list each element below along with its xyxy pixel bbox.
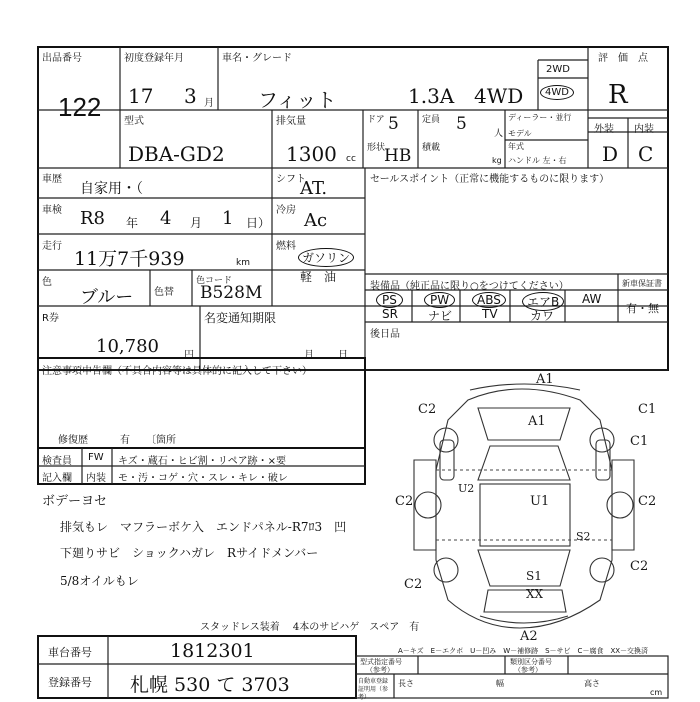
first-reg-label: 初度登録年月 [124, 53, 184, 64]
first-reg-month: 3 [184, 84, 197, 108]
svg-text:XX: XX [526, 587, 544, 601]
handwritten-note-2: 排気もレ マフラーボケ入 エンドパネル-R7ﾛ3 凹 [60, 520, 347, 534]
recycle-label: R券 [42, 313, 59, 324]
drive-4wd: 4WD [540, 85, 574, 100]
day-unit: 日） [246, 216, 271, 230]
category-label: 類別区分番号 [510, 658, 552, 666]
inspection-month: 4 [160, 208, 172, 229]
handwritten-note-4: 5/8オイルもレ [60, 574, 139, 588]
model: DBA-GD2 [128, 142, 225, 166]
lot-label: 出品番号 [42, 53, 82, 64]
dealer-label: ディーラー・並行 [508, 113, 572, 122]
cm-unit: cm [650, 688, 663, 697]
month-unit: 月 [204, 98, 214, 109]
cc-unit: cc [346, 154, 356, 164]
model-label: 型式 [124, 116, 144, 127]
ref-1: （参考） [366, 666, 394, 674]
interior-label: 内装 [634, 124, 654, 135]
equip-abs: ABS [472, 292, 506, 308]
load-label: 積載 [422, 143, 441, 153]
mileage: 11万7千939 [74, 248, 185, 270]
model-year-label1: モデル [508, 129, 532, 138]
svg-text:C2: C2 [630, 559, 649, 574]
entry-label: 記入欄 [42, 473, 72, 484]
inspection-label: 車検 [42, 205, 62, 216]
svg-text:C2: C2 [404, 577, 423, 592]
svg-text:S1: S1 [526, 569, 542, 583]
height-label: 高さ [584, 679, 600, 688]
equip-aw: AW [582, 292, 602, 306]
equipment-label: 装備品（純正品に限り○をつけてください） [370, 281, 569, 292]
doors-label: ドア [367, 115, 385, 125]
ac: Ac [304, 210, 328, 231]
svg-text:U1: U1 [530, 494, 550, 509]
svg-text:A2: A2 [520, 629, 538, 644]
score: R [608, 80, 628, 110]
fw-items: キズ・蔵石・ヒビ割・リペア跡・×要 [118, 456, 286, 467]
fuel-diesel: 軽 油 [300, 270, 337, 284]
month-unit-2: 月 [190, 216, 203, 230]
fuel-label: 燃料 [276, 241, 296, 252]
fw-label: FW [88, 452, 104, 463]
inspection-era: R8 [80, 208, 106, 229]
bottom-note: スタッドレス装着 4本のサビハゲ スペア 有 [200, 622, 420, 633]
handle-label: ハンドル 左・右 [508, 156, 567, 165]
equip-sr: SR [382, 307, 398, 321]
length-label: 長さ [398, 679, 414, 688]
car-name-label: 車名・グレード [222, 53, 292, 64]
yen-unit: 円 [184, 350, 194, 361]
transfer-label: 名変通知期限 [204, 311, 277, 325]
equip-tv: TV [482, 307, 498, 321]
svg-text:U2: U2 [458, 482, 475, 495]
place-label: 〔箇所 [146, 435, 176, 446]
capacity: 5 [456, 114, 467, 134]
drive-2wd: 2WD [546, 64, 570, 75]
svg-text:C2: C2 [395, 494, 414, 509]
displacement: 1300 [286, 142, 337, 166]
interior-items: モ・汚・コゲ・穴・スレ・キレ・破レ [118, 473, 288, 484]
color-no: B528M [200, 283, 263, 303]
history-label: 車歴 [42, 174, 62, 185]
diagram-legend: A－キズ E－エクボ U－凹み W－補修跡 S－サビ C－腐食 XX－交換済 [398, 647, 649, 655]
doors: 5 [388, 114, 399, 134]
recycle-amount: 10,780 [96, 336, 159, 357]
interior-grade: C [638, 142, 654, 166]
equip-leather: カワ [530, 309, 555, 323]
svg-text:C1: C1 [638, 402, 657, 417]
handwritten-note-3: 下廻りサビ ショックハガレ Rサイドメンバー [60, 546, 319, 560]
handwritten-note-1: ボデーヨセ [42, 494, 108, 509]
person-unit: 人 [494, 129, 504, 139]
color-no-label: 色コード [196, 276, 233, 286]
equip-navi: ナビ [428, 309, 453, 323]
ref-2: （参考） [514, 666, 542, 674]
width-label: 幅 [496, 679, 504, 688]
ac-label: 冷房 [276, 205, 296, 216]
transfer-day: 日 [338, 350, 348, 361]
color-label: 色 [42, 277, 52, 288]
exterior-grade: D [602, 142, 619, 166]
drive: 4WD [474, 84, 524, 108]
history-value: 自家用・（ [80, 181, 143, 197]
color-change-label: 色替 [154, 287, 174, 298]
model-year-label2: 年式 [508, 142, 524, 151]
svg-text:C2: C2 [638, 494, 657, 509]
interior-entry-label: 内装 [86, 473, 106, 484]
diagram-marks [395, 372, 656, 644]
rear-items-label: 後日品 [370, 329, 400, 340]
sales-point-label: セールスポイント（正常に機能するものに限ります） [370, 174, 610, 185]
chassis-label: 車台番号 [48, 646, 92, 659]
equip-airbag: エアB [522, 292, 564, 311]
year-unit: 年 [126, 216, 139, 230]
kg-unit: kg [492, 156, 502, 165]
lot-number: 122 [58, 92, 102, 122]
repair-label: 修復歴 [58, 435, 88, 446]
fuel-gas: ガソリン [298, 248, 354, 267]
repair-value: 有 [120, 435, 130, 446]
inspector-label: 検査員 [42, 456, 72, 467]
km-unit: km [236, 258, 250, 268]
displacement-label: 排気量 [276, 116, 306, 127]
notes-label: 注意事項申告欄（不具合内容等は具体的に記入して下さい） [42, 366, 312, 377]
body: HB [384, 146, 412, 166]
svg-text:A1: A1 [536, 372, 554, 387]
mileage-label: 走行 [42, 241, 62, 252]
equip-pw: PW [424, 292, 455, 308]
capacity-label: 定員 [422, 115, 441, 125]
warranty-label: 新車保証書 [622, 279, 662, 288]
svg-text:C2: C2 [418, 402, 437, 417]
shift-label: シフト [276, 174, 306, 185]
svg-text:C1: C1 [630, 434, 649, 449]
reg-label: 登録番号 [48, 676, 92, 689]
reg: 札幌 530 て 3703 [130, 674, 290, 696]
shift: AT. [300, 178, 328, 199]
svg-text:S2: S2 [576, 530, 591, 543]
inspection-day: 1 [222, 208, 234, 229]
svg-text:A1: A1 [528, 414, 546, 429]
body-label: 形状 [367, 143, 386, 153]
equip-ps: PS [376, 292, 403, 308]
grade: 1.3A [408, 84, 455, 108]
chassis: 1812301 [170, 640, 255, 662]
first-reg-year: 17 [128, 84, 154, 108]
car-diagram [414, 384, 634, 628]
cert-label: 自動車登録証明用（参考） [358, 678, 389, 701]
exterior-label: 外装 [594, 124, 614, 135]
transfer-month: 月 [304, 350, 314, 361]
color: ブルー [80, 287, 134, 308]
score-label: 評 価 点 [598, 53, 648, 64]
model-designation-label: 型式指定番号 [360, 658, 402, 666]
warranty-value: 有・無 [626, 302, 659, 315]
car-name: フィット [258, 88, 337, 112]
